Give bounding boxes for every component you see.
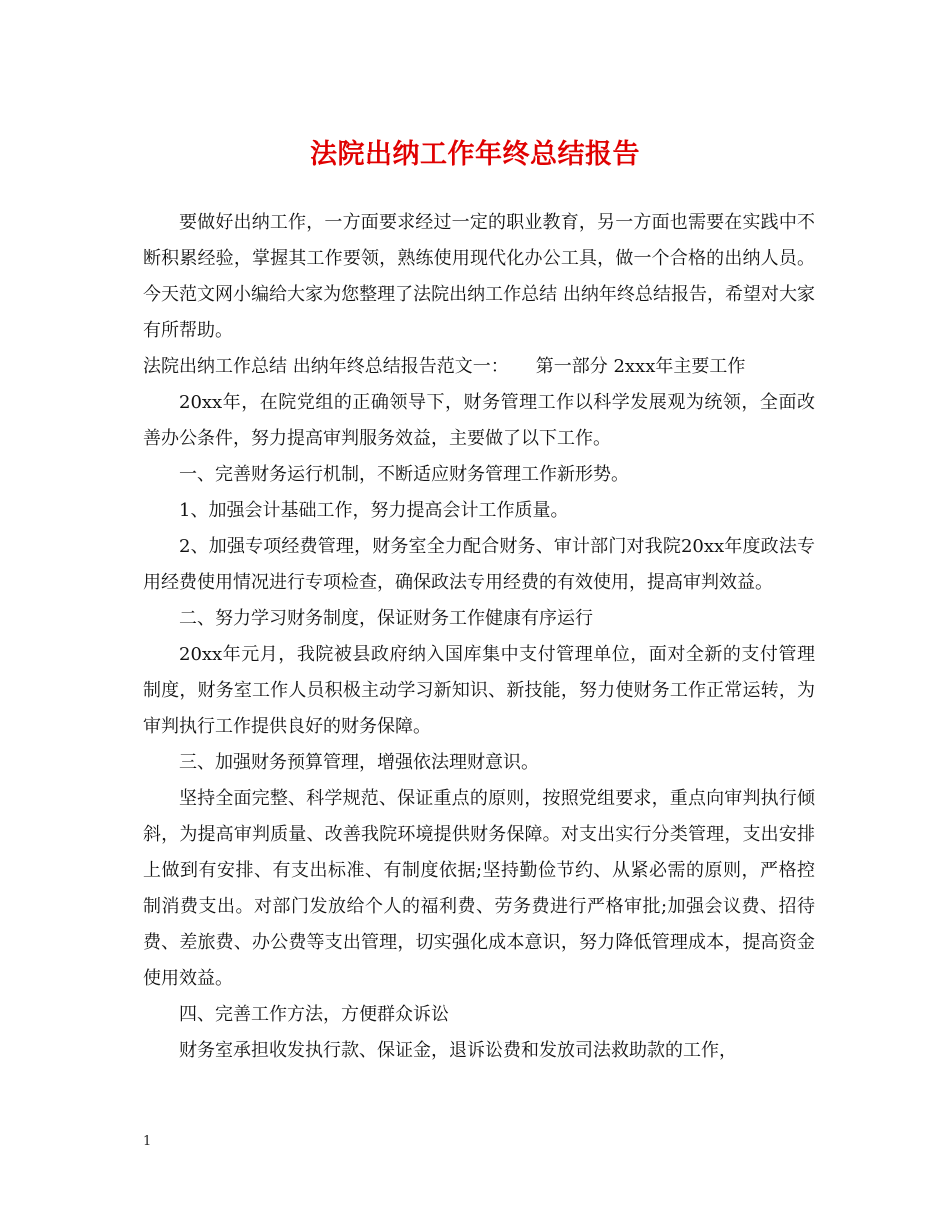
paragraph-intro: 要做好出纳工作，一方面要求经过一定的职业教育，另一方面也需要在实践中不断积累经验，掌握其工作要领，熟练使用现代化办公工具，做一个合格的出纳人员。今天范文网小编给大家为您整理了法院出纳工作总结 出纳年终总结报告，希望对大家有所帮助。 [143, 212, 815, 341]
paragraph-part-3: 坚持全面完整、科学规范、保证重点的原则，按照党组要求，重点向审判执行倾斜，为提高审判质量、改善我院环境提供财务保障。对支出实行分类管理，支出安排上做到有安排、有支出标准、有制度依据;坚持勤俭节约、从紧必需的原则，严格控制消费支出。对部门发放给个人的福利费、劳务费进行严格审批;加强会议费、招待费、差旅费、办公费等支出管理，切实强化成本意识，努力降低管理成本，提高资金使用效益。 [143, 788, 815, 989]
heading-part-3: 三、加强财务预算管理，增强依法理财意识。 [179, 752, 539, 773]
heading-part-2: 二、努力学习财务制度，保证财务工作健康有序运行 [179, 608, 593, 629]
paragraph-part-4: 财务室承担收发执行款、保证金，退诉讼费和发放司法救助款的工作， [179, 1040, 737, 1061]
paragraph-overview: 20xx年，在院党组的正确领导下，财务管理工作以科学发展观为统领，全面改善办公条件，努力提高审判服务效益，主要做了以下工作。 [143, 392, 815, 449]
page-number: 1 [143, 1134, 152, 1149]
heading-part-4: 四、完善工作方法，方便群众诉讼 [179, 1004, 449, 1025]
paragraph-part-2: 20xx年元月，我院被县政府纳入国库集中支付管理单位，面对全新的支付管理制度，财务室工作人员积极主动学习新知识、新技能，努力使财务工作正常运转，为审判执行工作提供良好的财务保障。 [143, 644, 815, 737]
paragraph-section-heading: 法院出纳工作总结 出纳年终总结报告范文一： 第一部分 2xxx年主要工作 [143, 356, 746, 377]
list-item-2: 2、加强专项经费管理，财务室全力配合财务、审计部门对我院20xx年度政法专用经费使用情况进行专项检查，确保政法专用经费的有效使用，提高审判效益。 [143, 536, 815, 593]
heading-part-1: 一、完善财务运行机制，不断适应财务管理工作新形势。 [179, 464, 629, 485]
list-item-1: 1、加强会计基础工作，努力提高会计工作质量。 [179, 500, 569, 521]
document-title: 法院出纳工作年终总结报告 [310, 139, 640, 170]
document-body [143, 205, 815, 1069]
